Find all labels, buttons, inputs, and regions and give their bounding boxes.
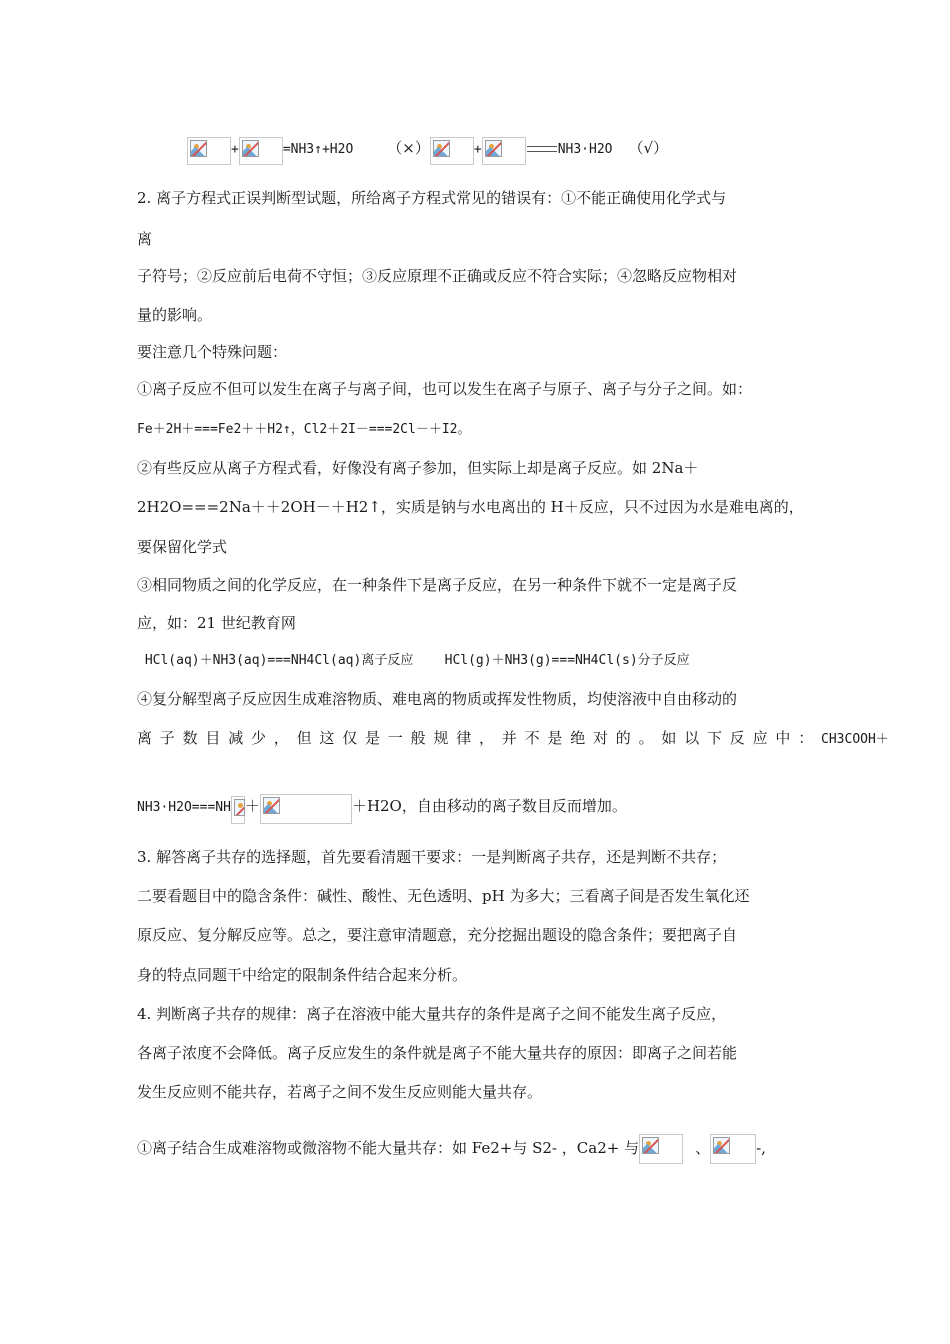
- paragraph-3-line-4: 身的特点同题干中给定的限制条件结合起来分析。: [137, 966, 468, 984]
- special-issues-heading: 要注意几个特殊问题：: [137, 343, 288, 361]
- formula-image-placeholder: [260, 794, 352, 824]
- wrong-mark: （×）: [387, 139, 430, 157]
- broken-image-icon: [713, 1137, 730, 1154]
- special-item-4-line-2: 离子数目减少，但这仅是一般规律，并不是绝对的。如以下反应中：CH3COOH＋: [137, 729, 889, 747]
- special-item-2-line-1: ②有些反应从离子方程式看，好像没有离子参加，但实际上却是离子反应。如 2Na＋: [137, 459, 699, 477]
- paragraph-4-line-4: ①离子结合生成难溶物或微溶物不能大量共存：如 Fe2+与 S2- ，Ca2+ 与 、 -,: [137, 1132, 766, 1164]
- broken-image-icon: [433, 140, 450, 157]
- formula-image-placeholder: [430, 137, 474, 165]
- equation-line: + =NH3↑+H2O （×） + NH3·H2O （√）: [187, 133, 668, 163]
- formula-image-placeholder: [482, 137, 526, 165]
- paragraph-2-line-1: 2. 离子方程式正误判断型试题，所给离子方程式常见的错误有：①不能正确使用化学式与: [137, 189, 727, 207]
- paragraph-2-line-2: 离: [137, 230, 153, 248]
- paragraph-3-line-1: 3. 解答离子共存的选择题，首先要看清题干要求：一是判断离子共存，还是判断不共存；: [137, 848, 727, 866]
- special-item-1-line-2: Fe＋2H＋===Fe2＋＋H2↑，Cl2＋2I－===2Cl－＋I2。: [137, 422, 471, 437]
- formula-image-placeholder: [639, 1134, 683, 1164]
- special-item-4-line-3: NH3·H2O===NH ＋ ＋H2O，自由移动的离子数目反而增加。: [137, 790, 627, 822]
- paragraph-2-line-3: 子符号；②反应前后电荷不守恒；③反应原理不正确或反应不符合实际；④忽略反应物相对: [137, 267, 738, 285]
- special-item-3-line-1: ③相同物质之间的化学反应，在一种条件下是离子反应，在另一种条件下就不一定是离子反: [137, 576, 738, 594]
- special-item-2-line-3: 要保留化学式: [137, 538, 228, 556]
- broken-image-icon: [242, 140, 259, 157]
- broken-image-icon: [642, 1137, 659, 1154]
- broken-image-icon: [485, 140, 502, 157]
- special-item-2-line-2: 2H2O===2Na＋＋2OH－＋H2↑，实质是钠与水电离出的 H＋反应，只不过因为水是难电离的，: [137, 498, 804, 516]
- paragraph-3-line-2: 二要看题目中的隐含条件：碱性、酸性、无色透明、pH 为多大；三看离子间是否发生氧化还: [137, 887, 750, 905]
- broken-image-icon: [263, 797, 280, 814]
- formula-image-placeholder: [239, 137, 283, 165]
- paragraph-4-line-2: 各离子浓度不会降低。离子反应发生的条件就是离子不能大量共存的原因：即离子之间若能: [137, 1044, 738, 1062]
- formula-image-placeholder: [187, 137, 231, 165]
- broken-image-icon: [190, 140, 207, 157]
- paragraph-3-line-3: 原反应、复分解反应等。总之，要注意审清题意，充分挖掘出题设的隐含条件；要把离子自: [137, 926, 738, 944]
- paragraph-2-line-4: 量的影响。: [137, 306, 213, 324]
- paragraph-4-line-1: 4. 判断离子共存的规律：离子在溶液中能大量共存的条件是离子之间不能发生离子反应，: [137, 1005, 727, 1023]
- special-item-4-line-1: ④复分解型离子反应因生成难溶物质、难电离的物质或挥发性物质，均使溶液中自由移动的: [137, 690, 738, 708]
- equation-wrong: =NH3↑+H2O: [282, 142, 354, 157]
- special-item-3-line-2: 应，如：21 世纪教育网: [137, 614, 296, 632]
- broken-image-icon: [234, 799, 245, 816]
- formula-image-placeholder: [231, 796, 245, 824]
- equilibrium-sign: [527, 146, 557, 152]
- formula-image-placeholder: [710, 1134, 756, 1164]
- right-mark: （√）: [628, 139, 669, 157]
- equation-right: NH3·H2O: [557, 142, 613, 157]
- special-item-1-line-1: ①离子反应不但可以发生在离子与离子间，也可以发生在离子与原子、离子与分子之间。如：: [137, 380, 753, 398]
- paragraph-4-line-3: 发生反应则不能共存，若离子之间不发生反应则能大量共存。: [137, 1083, 543, 1101]
- special-item-3-line-3: HCl(aq)＋NH3(aq)===NH4Cl(aq)离子反应 HCl(g)＋NH3(g)===NH4Cl(s)分子反应: [137, 653, 690, 668]
